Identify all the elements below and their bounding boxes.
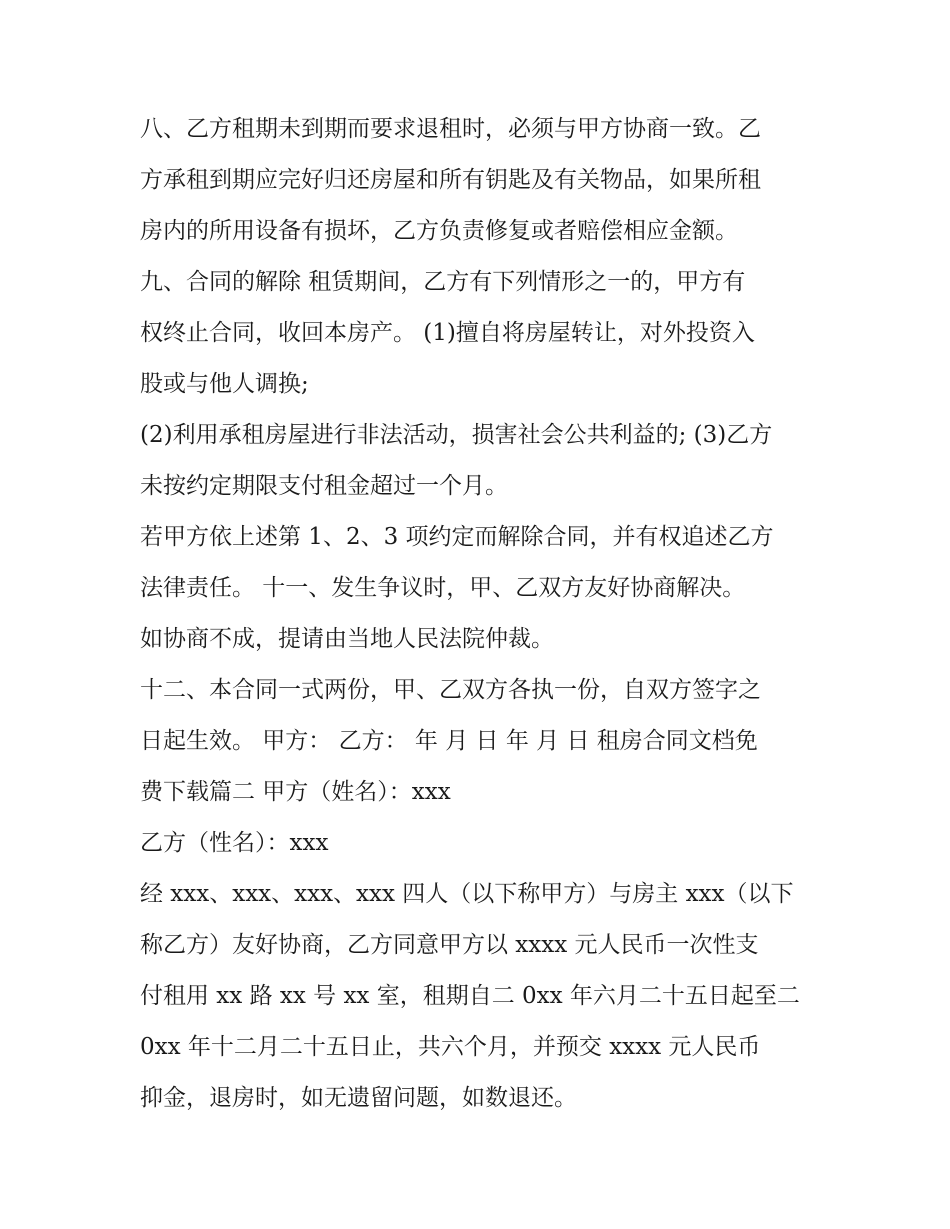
text-line: 若甲方依上述第 1、2、3 项约定而解除合同，并有权追述乙方 — [140, 524, 774, 550]
text-line: 十二、本合同一式两份，甲、乙双方各执一份，自双方签字之 — [140, 677, 761, 703]
text-line: 费下载篇二 甲方（姓名）：xxx — [140, 779, 451, 805]
text-line: 称乙方）友好协商，乙方同意甲方以 xxxx 元人民币一次性支 — [140, 932, 759, 958]
document-body — [140, 104, 820, 1124]
text-line: 房内的所用设备有损坏，乙方负责修复或者赔偿相应金额。 — [140, 218, 738, 244]
text-line: (2)利用承租房屋进行非法活动，损害社会公共利益的; (3)乙方 — [140, 422, 773, 448]
text-line: 如协商不成，提请由当地人民法院仲裁。 — [140, 626, 554, 652]
text-line: 八、乙方租期未到期而要求退租时，必须与甲方协商一致。乙 — [140, 116, 761, 142]
text-line: 权终止合同，收回本房产。 (1)擅自将房屋转让，对外投资入 — [140, 320, 755, 346]
text-line: 0xx 年十二月二十五日止，共六个月，并预交 xxxx 元人民币 — [140, 1034, 761, 1060]
text-line: 九、合同的解除 租赁期间，乙方有下列情形之一的，甲方有 — [140, 269, 746, 295]
text-line: 方承租到期应完好归还房屋和所有钥匙及有关物品，如果所租 — [140, 167, 761, 193]
text-line: 乙方（性名）：xxx — [140, 830, 329, 856]
text-line: 股或与他人调换; — [140, 371, 309, 397]
text-line: 未按约定期限支付租金超过一个月。 — [140, 473, 508, 499]
text-line: 日起生效。 甲方： 乙方： 年 月 日 年 月 日 租房合同文档免 — [140, 728, 758, 754]
text-line: 抑金，退房时，如无遗留问题，如数退还。 — [140, 1085, 577, 1111]
text-line: 经 xxx、xxx、xxx、xxx 四人（以下称甲方）与房主 xxx（以下 — [140, 881, 794, 907]
text-line: 付租用 xx 路 xx 号 xx 室，租期自二 0xx 年六月二十五日起至二 — [140, 983, 800, 1009]
text-line: 法律责任。 十一、发生争议时，甲、乙双方友好协商解决。 — [140, 575, 746, 601]
